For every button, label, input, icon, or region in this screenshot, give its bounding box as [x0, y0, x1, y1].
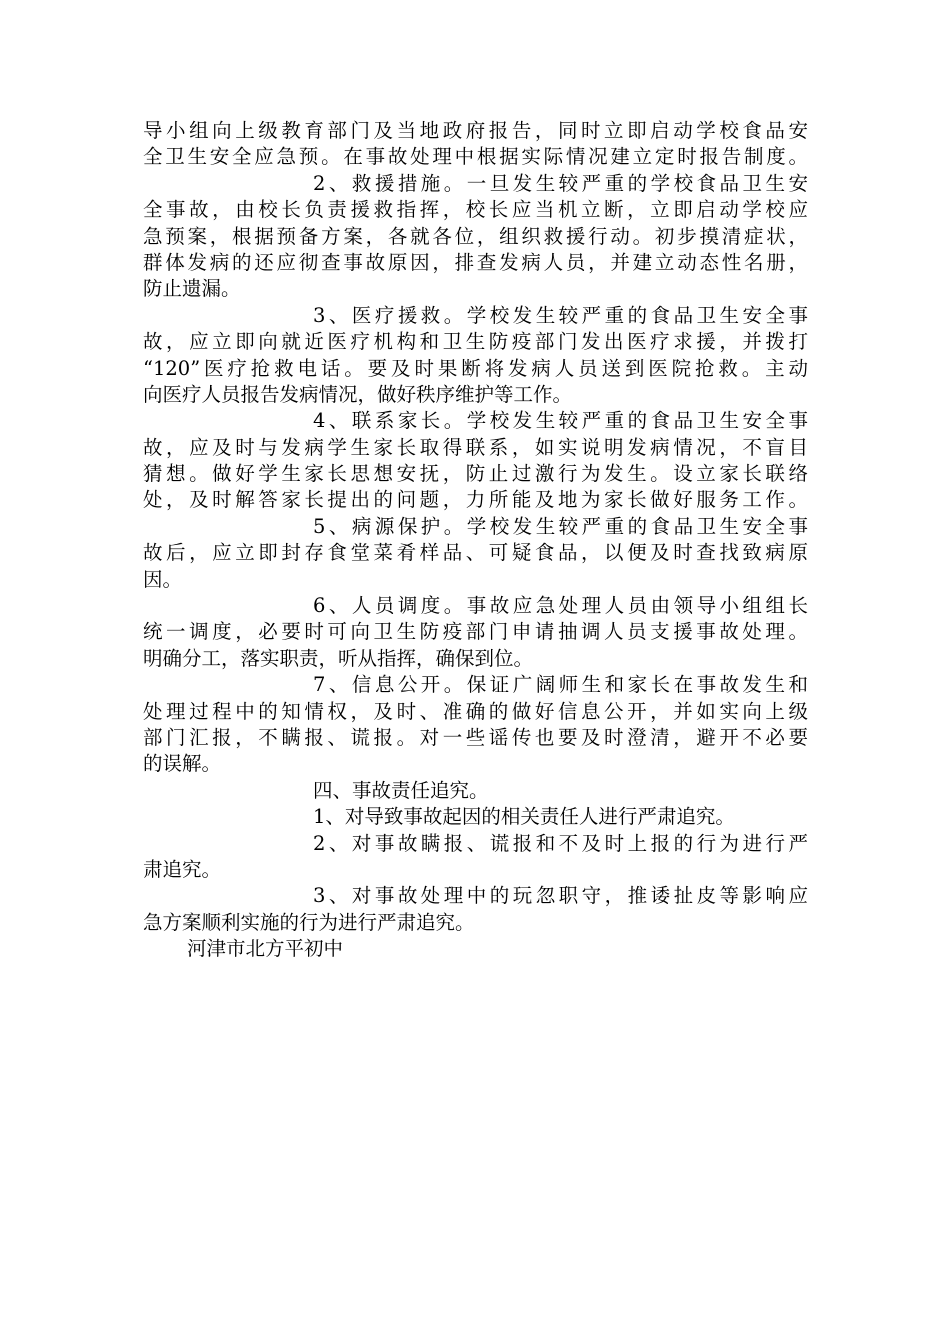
paragraph-first-line: 5、病源保护。学校发生较严重的食品卫生安全事	[313, 514, 808, 538]
text-line: 导小组向上级教育部门及当地政府报告，同时立即启动学校食品安	[143, 119, 808, 142]
section-heading: 四、事故责任追究。	[313, 778, 489, 802]
paragraph-first-line: 2、对事故瞒报、谎报和不及时上报的行为进行严	[313, 831, 808, 855]
text-line: 统一调度，必要时可向卫生防疫部门申请抽调人员支援事故处理。	[143, 620, 808, 644]
document-body	[143, 118, 808, 963]
paragraph-first-line: 3、医疗援救。学校发生较严重的食品卫生安全事	[313, 303, 808, 327]
text-line: 因。	[143, 567, 183, 591]
paragraph-first-line: 2、救援措施。一旦发生较严重的学校食品卫生安	[313, 171, 808, 195]
text-line: 急方案顺利实施的行为进行严肃追究。	[143, 910, 475, 934]
paragraph-first-line: 6、人员调度。事故应急处理人员由领导小组组长	[313, 594, 808, 618]
text-line: “120”医疗抢救电话。要及时果断将发病人员送到医院抢救。主动	[143, 356, 808, 380]
text-line: 猜想。做好学生家长思想安抚，防止过激行为发生。设立家长联络	[143, 462, 808, 486]
text-line: 群体发病的还应彻查事故原因，排查发病人员，并建立动态性名册，	[143, 250, 808, 274]
text-line: 的误解。	[143, 752, 222, 776]
text-line: 向医疗人员报告发病情况，做好秩序维护等工作。	[143, 382, 573, 406]
text-line: 明确分工，落实职责，听从指挥，确保到位。	[143, 646, 534, 670]
paragraph-first-line: 3、对事故处理中的玩忽职守，推诿扯皮等影响应	[313, 884, 808, 908]
text-line: 故后，应立即封存食堂菜肴样品、可疑食品，以便及时查找致病原	[143, 541, 808, 565]
text-line: 全事故，由校长负责援救指挥，校长应当机立断，立即启动学校应	[143, 198, 808, 222]
text-line: 故，应立即向就近医疗机构和卫生防疫部门发出医疗求援，并拨打	[143, 330, 808, 354]
signature: 河津市北方平初中	[187, 937, 344, 961]
text-line: 急预案，根据预备方案，各就各位，组织救援行动。初步摸清症状，	[143, 224, 808, 248]
paragraph-first-line: 4、联系家长。学校发生较严重的食品卫生安全事	[313, 409, 808, 433]
text-line: 部门汇报，不瞒报、谎报。对一些谣传也要及时澄清，避开不必要	[143, 725, 808, 749]
paragraph-first-line: 1、对导致事故起因的相关责任人进行严肃追究。	[313, 805, 735, 829]
text-line: 肃追究。	[143, 857, 222, 881]
text-line: 防止遗漏。	[143, 277, 241, 301]
text-line: 处理过程中的知情权，及时、准确的做好信息公开，并如实向上级	[143, 699, 808, 723]
text-line: 故，应及时与发病学生家长取得联系，如实说明发病情况，不盲目	[143, 435, 808, 459]
text-line: 处，及时解答家长提出的问题，力所能及地为家长做好服务工作。	[143, 488, 808, 512]
paragraph-first-line: 7、信息公开。保证广阔师生和家长在事故发生和	[313, 673, 808, 697]
text-line: 全卫生安全应急预。在事故处理中根据实际情况建立定时报告制度。	[143, 145, 808, 169]
